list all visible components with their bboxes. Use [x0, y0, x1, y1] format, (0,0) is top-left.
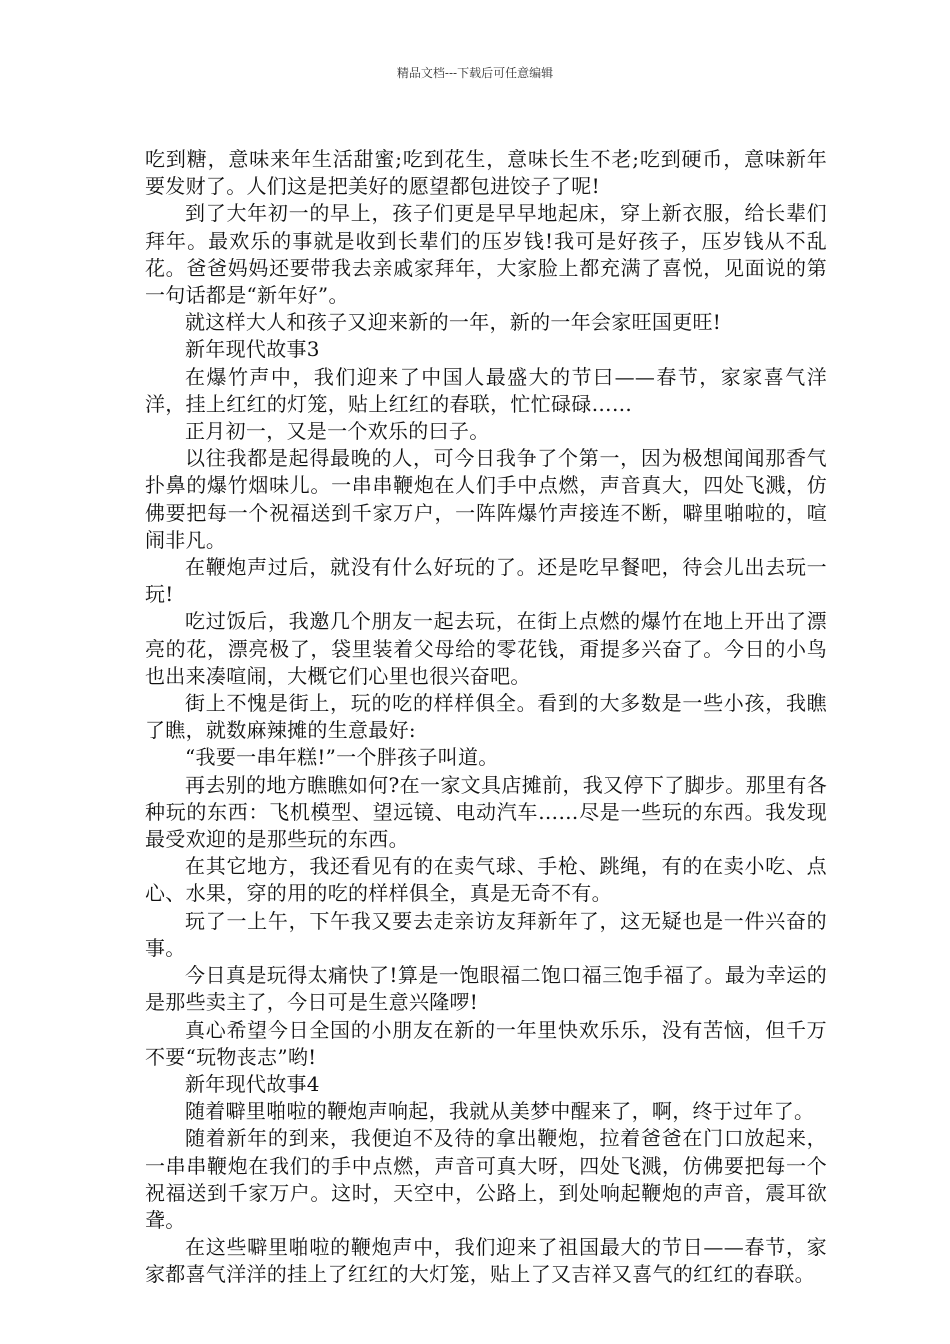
paragraph: 随着噼里啪啦的鞭炮声响起，我就从美梦中醒来了，啊，终于过年了。: [185, 1099, 815, 1124]
section-heading: 新年现代故事4: [185, 1071, 320, 1096]
paragraph: 随着新年的到来，我便迫不及待的拿出鞭炮，拉着爸爸在门口放起来，一串串鞭炮在我们的手中点燃，声音可真大呀，四处飞溅，仿佛要把每一个祝福送到千家万户。这时，天空中，公路上，到处响起鞭炮的声音，震耳欲聋。: [145, 1126, 827, 1232]
page-header: 精品文档---下载后可任意编辑: [396, 66, 554, 80]
paragraph: 吃到糖，意味来年生活甜蜜;吃到花生，意味长生不老;吃到硬币，意味新年要发财了。人们这是把美好的愿望都包进饺子了呢!: [145, 147, 827, 199]
document-body: [145, 146, 827, 1289]
paragraph: 再去别的地方瞧瞧如何?在一家文具店摊前，我又停下了脚步。那里有各种玩的东西：飞机模型、望远镜、电动汽车……尽是一些玩的东西。我发现最受欢迎的是那些玩的东西。: [145, 772, 827, 852]
paragraph: 在爆竹声中，我们迎来了中国人最盛大的节曰——春节，家家喜气洋洋，挂上红红的灯笼，贴上红红的春联，忙忙碌碌……: [145, 364, 827, 416]
paragraph: 真心希望今日全国的小朋友在新的一年里快欢乐乐，没有苦恼，但千万不要“玩物丧志”哟!: [145, 1017, 827, 1069]
paragraph: 今日真是玩得太痛快了!算是一饱眼福二饱口福三饱手福了。最为幸运的是那些卖主了，今日可是生意兴隆啰!: [145, 963, 827, 1015]
paragraph: 以往我都是起得最晚的人，可今日我争了个第一，因为极想闻闻那香气扑鼻的爆竹烟味儿。一串串鞭炮在人们手中点燃，声音真大，四处飞溅，仿佛要把每一个祝福送到千家万户，一阵阵爆竹声接连不断，噼里啪啦的，喧闹非凡。: [145, 446, 827, 552]
paragraph: 到了大年初一的早上，孩子们更是早早地起床，穿上新衣服，给长辈们拜年。最欢乐的事就是收到长辈们的压岁钱!我可是好孩子，压岁钱从不乱花。爸爸妈妈还要带我去亲戚家拜年，大家脸上都充满了喜悦，见面说的第一句话都是“新年好”。: [145, 201, 827, 308]
section-heading: 新年现代故事3: [185, 337, 320, 362]
paragraph: “我要一串年糕!”一个胖孩子叫道。: [185, 745, 499, 770]
paragraph: 街上不愧是街上，玩的吃的样样俱全。看到的大多数是一些小孩，我瞧了瞧，就数麻辣摊的生意最好:: [145, 691, 827, 743]
paragraph: 在鞭炮声过后，就没有什么好玩的了。还是吃早餐吧，待会儿出去玩一玩!: [145, 555, 827, 607]
paragraph: 就这样大人和孩子又迎来新的一年，新的一年会家旺国更旺!: [185, 310, 722, 335]
paragraph: 玩了一上午，下午我又要去走亲访友拜新年了，这无疑也是一件兴奋的事。: [145, 908, 827, 960]
paragraph: 吃过饭后，我邀几个朋友一起去玩，在街上点燃的爆竹在地上开出了漂亮的花，漂亮极了，袋里装着父母给的零花钱，甭提多兴奋了。今日的小鸟也出来凑喧闹，大概它们心里也很兴奋吧。: [145, 609, 827, 688]
paragraph: 在其它地方，我还看见有的在卖气球、手枪、跳绳，有的在卖小吃、点心、水果，穿的用的吃的样样俱全，真是无奇不有。: [145, 854, 827, 906]
paragraph: 正月初一，又是一个欢乐的曰子。: [185, 419, 490, 444]
paragraph: 在这些噼里啪啦的鞭炮声中，我们迎来了祖国最大的节日——春节，家家都喜气洋洋的挂上了红红的大灯笼，贴上了又吉祥又喜气的红红的春联。: [145, 1235, 827, 1287]
